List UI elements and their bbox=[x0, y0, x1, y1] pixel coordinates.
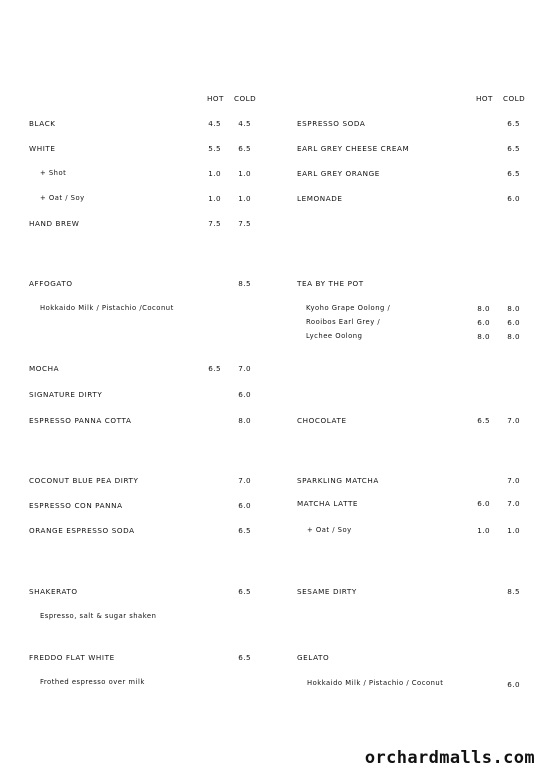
price-chocolate-hot: 6.5 bbox=[477, 416, 490, 425]
price-sesame-dirty-cold: 8.5 bbox=[507, 587, 520, 596]
price-lychee-cold: 8.0 bbox=[507, 332, 520, 341]
price-rooibos-hot: 6.0 bbox=[477, 318, 490, 327]
item-oat-soy: + Oat / Soy bbox=[40, 194, 85, 202]
item-tea-by-the-pot: TEA BY THE POT bbox=[297, 279, 364, 288]
price-oat-soy-hot: 1.0 bbox=[208, 194, 221, 203]
item-freddo-flat-white: FREDDO FLAT WHITE bbox=[29, 653, 115, 662]
price-shot-hot: 1.0 bbox=[208, 169, 221, 178]
price-oat-soy-cold: 1.0 bbox=[238, 194, 251, 203]
price-black-hot: 4.5 bbox=[208, 119, 221, 128]
price-white-hot: 5.5 bbox=[208, 144, 221, 153]
item-orange-espresso-soda: ORANGE ESPRESSO SODA bbox=[29, 526, 135, 535]
item-matcha-latte: MATCHA LATTE bbox=[297, 499, 359, 508]
price-earl-grey-cheese-cream-cold: 6.5 bbox=[507, 144, 520, 153]
price-kyoho-cold: 8.0 bbox=[507, 304, 520, 313]
price-rooibos-cold: 6.0 bbox=[507, 318, 520, 327]
price-right-oat-soy-hot: 1.0 bbox=[477, 526, 490, 535]
item-right-oat-soy: + Oat / Soy bbox=[307, 526, 352, 534]
price-mocha-cold: 7.0 bbox=[238, 364, 251, 373]
item-lemonade: LEMONADE bbox=[297, 194, 343, 203]
item-sesame-dirty: SESAME DIRTY bbox=[297, 587, 357, 596]
price-mocha-hot: 6.5 bbox=[208, 364, 221, 373]
watermark: orchardmalls.com bbox=[364, 748, 535, 768]
item-white: WHITE bbox=[29, 144, 56, 153]
price-matcha-latte-cold: 7.0 bbox=[507, 499, 520, 508]
item-shakerato: SHAKERATO bbox=[29, 587, 78, 596]
tea-row-lychee: Lychee Oolong bbox=[306, 332, 363, 340]
item-espresso-con-panna: ESPRESSO CON PANNA bbox=[29, 501, 123, 510]
left-cold-header: COLD bbox=[234, 94, 257, 103]
price-sparkling-matcha-cold: 7.0 bbox=[507, 476, 520, 485]
item-black: BLACK bbox=[29, 119, 56, 128]
item-affogato: AFFOGATO bbox=[29, 279, 73, 288]
price-coconut-blue-pea-dirty-cold: 7.0 bbox=[238, 476, 251, 485]
price-affogato-cold: 8.5 bbox=[238, 279, 251, 288]
price-espresso-panna-cotta-cold: 8.0 bbox=[238, 416, 251, 425]
item-hand-brew: HAND BREW bbox=[29, 219, 80, 228]
price-chocolate-cold: 7.0 bbox=[507, 416, 520, 425]
price-shakerato-cold: 6.5 bbox=[238, 587, 251, 596]
item-espresso-panna-cotta: ESPRESSO PANNA COTTA bbox=[29, 416, 132, 425]
price-espresso-soda-cold: 6.5 bbox=[507, 119, 520, 128]
tea-row-kyoho: Kyoho Grape Oolong / bbox=[306, 304, 391, 312]
price-gelato-cold: 6.0 bbox=[507, 680, 520, 689]
affogato-description: Hokkaido Milk / Pistachio /Coconut bbox=[40, 304, 174, 312]
item-shot: + Shot bbox=[40, 169, 67, 177]
gelato-description: Hokkaido Milk / Pistachio / Coconut bbox=[307, 679, 444, 687]
item-sparkling-matcha: SPARKLING MATCHA bbox=[297, 476, 379, 485]
right-hot-header: HOT bbox=[476, 94, 493, 103]
price-hand-brew-hot: 7.5 bbox=[208, 219, 221, 228]
item-coconut-blue-pea-dirty: COCONUT BLUE PEA DIRTY bbox=[29, 476, 139, 485]
freddo-description: Frothed espresso over milk bbox=[40, 678, 145, 686]
price-right-oat-soy-cold: 1.0 bbox=[507, 526, 520, 535]
price-lemonade-cold: 6.0 bbox=[507, 194, 520, 203]
item-earl-grey-orange: EARL GREY ORANGE bbox=[297, 169, 380, 178]
price-earl-grey-orange-cold: 6.5 bbox=[507, 169, 520, 178]
price-freddo-flat-white-cold: 6.5 bbox=[238, 653, 251, 662]
item-mocha: MOCHA bbox=[29, 364, 60, 373]
price-lychee-hot: 8.0 bbox=[477, 332, 490, 341]
price-black-cold: 4.5 bbox=[238, 119, 251, 128]
item-signature-dirty: SIGNATURE DIRTY bbox=[29, 390, 103, 399]
right-cold-header: COLD bbox=[503, 94, 526, 103]
price-hand-brew-cold: 7.5 bbox=[238, 219, 251, 228]
item-chocolate: CHOCOLATE bbox=[297, 416, 347, 425]
price-kyoho-hot: 8.0 bbox=[477, 304, 490, 313]
shakerato-description: Espresso, salt & sugar shaken bbox=[40, 612, 157, 620]
price-orange-espresso-soda-cold: 6.5 bbox=[238, 526, 251, 535]
item-espresso-soda: ESPRESSO SODA bbox=[297, 119, 366, 128]
item-earl-grey-cheese-cream: EARL GREY CHEESE CREAM bbox=[297, 144, 410, 153]
tea-row-rooibos: Rooibos Earl Grey / bbox=[306, 318, 381, 326]
price-white-cold: 6.5 bbox=[238, 144, 251, 153]
price-shot-cold: 1.0 bbox=[238, 169, 251, 178]
left-hot-header: HOT bbox=[207, 94, 224, 103]
price-espresso-con-panna-cold: 6.0 bbox=[238, 501, 251, 510]
item-gelato: GELATO bbox=[297, 653, 330, 662]
price-signature-dirty-cold: 6.0 bbox=[238, 390, 251, 399]
price-matcha-latte-hot: 6.0 bbox=[477, 499, 490, 508]
